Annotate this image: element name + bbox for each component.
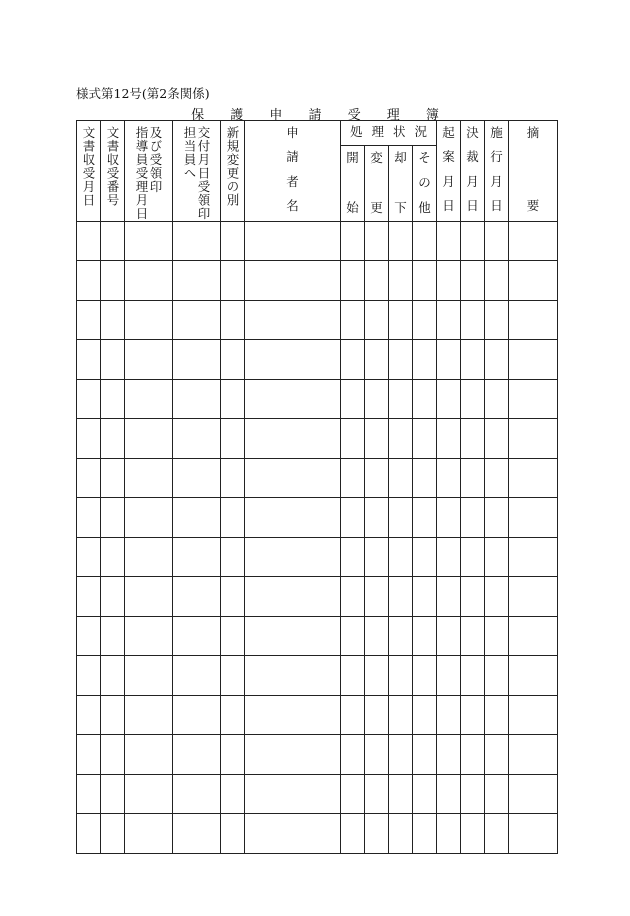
ledger-cell[interactable] [173,537,221,577]
ledger-cell[interactable] [341,577,365,617]
ledger-cell[interactable] [125,616,173,656]
ledger-cell[interactable] [77,221,101,261]
header-draft-date: 起 案 月 日 [437,121,461,222]
ledger-cell[interactable] [77,379,101,419]
ledger-cell[interactable] [245,221,341,261]
ledger-cell[interactable] [125,537,173,577]
header-status: 処理状況 [341,121,437,146]
ledger-cell[interactable] [245,616,341,656]
header-doc-received-date: 文書収受月日 [77,121,101,222]
ledger-cell[interactable] [485,300,509,340]
ledger-cell[interactable] [437,735,461,775]
ledger-cell[interactable] [77,261,101,301]
document-title: 保 護 申 請 受 理 簿 [191,108,450,123]
ledger-cell[interactable] [341,379,365,419]
ledger-cell[interactable] [173,735,221,775]
ledger-cell[interactable] [413,498,437,538]
ledger-cell[interactable] [341,340,365,380]
header-enforcement-date: 施 行 月 日 [485,121,509,222]
ledger-cell[interactable] [485,458,509,498]
ledger-cell[interactable] [101,656,125,696]
ledger-cell[interactable] [461,261,485,301]
ledger-cell[interactable] [341,695,365,735]
ledger-cell[interactable] [341,261,365,301]
ledger-cell[interactable] [245,774,341,814]
ledger-cell[interactable] [77,695,101,735]
ledger-cell[interactable] [485,656,509,696]
ledger-cell[interactable] [221,577,245,617]
ledger-cell[interactable] [125,735,173,775]
header-status-other: そ の 他 [413,145,437,221]
ledger-cell[interactable] [509,340,558,380]
ledger-cell[interactable] [101,616,125,656]
ledger-cell[interactable] [173,221,221,261]
ledger-cell[interactable] [221,735,245,775]
ledger-cell[interactable] [413,221,437,261]
ledger-cell[interactable] [437,616,461,656]
ledger-cell[interactable] [77,774,101,814]
ledger-cell[interactable] [485,498,509,538]
ledger-cell[interactable] [341,419,365,459]
ledger-cell[interactable] [365,537,389,577]
ledger-cell[interactable] [365,814,389,854]
ledger-cell[interactable] [365,221,389,261]
ledger-row [77,695,558,735]
ledger-cell[interactable] [365,735,389,775]
ledger-cell[interactable] [221,261,245,301]
ledger-cell[interactable] [341,458,365,498]
ledger-cell[interactable] [125,221,173,261]
ledger-cell[interactable] [173,458,221,498]
ledger-cell[interactable] [125,814,173,854]
ledger-cell[interactable] [173,379,221,419]
ledger-cell[interactable] [485,616,509,656]
header-officer-delivery: 交付月日受領印 担当員へ [173,121,221,222]
ledger-cell[interactable] [173,814,221,854]
header-remarks: 摘 要 [509,121,558,222]
ledger-cell[interactable] [413,577,437,617]
ledger-cell[interactable] [485,774,509,814]
ledger-cell[interactable] [509,695,558,735]
ledger-cell[interactable] [101,774,125,814]
ledger-cell[interactable] [77,458,101,498]
ledger-cell[interactable] [101,261,125,301]
ledger-cell[interactable] [221,695,245,735]
ledger-cell[interactable] [101,340,125,380]
ledger-cell[interactable] [173,577,221,617]
ledger-cell[interactable] [509,498,558,538]
ledger-cell[interactable] [341,616,365,656]
ledger-cell[interactable] [221,340,245,380]
ledger-cell[interactable] [461,458,485,498]
ledger-cell[interactable] [101,577,125,617]
ledger-cell[interactable] [485,537,509,577]
ledger-cell[interactable] [221,300,245,340]
application-ledger-table [76,120,558,854]
ledger-row [77,735,558,775]
ledger-cell[interactable] [77,537,101,577]
ledger-cell[interactable] [101,379,125,419]
ledger-cell[interactable] [461,221,485,261]
ledger-cell[interactable] [413,261,437,301]
ledger-cell[interactable] [461,498,485,538]
ledger-cell[interactable] [77,498,101,538]
ledger-cell[interactable] [461,419,485,459]
ledger-cell[interactable] [77,735,101,775]
ledger-cell[interactable] [389,735,413,775]
ledger-cell[interactable] [485,419,509,459]
ledger-cell[interactable] [437,814,461,854]
ledger-cell[interactable] [437,419,461,459]
ledger-cell[interactable] [413,458,437,498]
ledger-cell[interactable] [413,300,437,340]
ledger-cell[interactable] [221,774,245,814]
ledger-row [77,261,558,301]
ledger-cell[interactable] [173,261,221,301]
ledger-cell[interactable] [509,774,558,814]
ledger-row [77,300,558,340]
ledger-cell[interactable] [245,814,341,854]
ledger-cell[interactable] [413,340,437,380]
ledger-cell[interactable] [413,656,437,696]
ledger-cell[interactable] [245,261,341,301]
ledger-cell[interactable] [437,774,461,814]
ledger-cell[interactable] [341,656,365,696]
ledger-cell[interactable] [101,537,125,577]
ledger-cell[interactable] [365,419,389,459]
ledger-cell[interactable] [389,814,413,854]
ledger-cell[interactable] [461,774,485,814]
ledger-row [77,656,558,696]
ledger-row [77,814,558,854]
ledger-cell[interactable] [125,300,173,340]
ledger-cell[interactable] [509,616,558,656]
ledger-cell[interactable] [389,300,413,340]
ledger-cell[interactable] [437,695,461,735]
ledger-cell[interactable] [221,458,245,498]
ledger-row [77,379,558,419]
header-status-start: 開 始 [341,145,365,221]
ledger-cell[interactable] [389,498,413,538]
ledger-cell[interactable] [413,537,437,577]
ledger-cell[interactable] [365,340,389,380]
ledger-cell[interactable] [221,379,245,419]
ledger-cell[interactable] [485,261,509,301]
ledger-cell[interactable] [437,261,461,301]
ledger-cell[interactable] [437,221,461,261]
ledger-cell[interactable] [509,458,558,498]
ledger-cell[interactable] [245,537,341,577]
ledger-cell[interactable] [77,814,101,854]
ledger-cell[interactable] [413,616,437,656]
ledger-cell[interactable] [125,261,173,301]
ledger-cell[interactable] [461,695,485,735]
ledger-cell[interactable] [485,379,509,419]
ledger-cell[interactable] [173,419,221,459]
ledger-cell[interactable] [461,814,485,854]
ledger-cell[interactable] [101,458,125,498]
ledger-cell[interactable] [461,537,485,577]
ledger-cell[interactable] [437,537,461,577]
ledger-cell[interactable] [77,577,101,617]
ledger-cell[interactable] [245,458,341,498]
header-new-or-change: 新規変更の別 [221,121,245,222]
ledger-cell[interactable] [437,577,461,617]
ledger-cell[interactable] [365,300,389,340]
ledger-cell[interactable] [389,340,413,380]
ledger-cell[interactable] [365,656,389,696]
ledger-cell[interactable] [413,695,437,735]
ledger-cell[interactable] [437,379,461,419]
ledger-cell[interactable] [437,656,461,696]
ledger-cell[interactable] [245,498,341,538]
ledger-cell[interactable] [389,577,413,617]
ledger-cell[interactable] [77,300,101,340]
ledger-cell[interactable] [221,814,245,854]
header-applicant-name: 申 請 者 名 [245,121,341,222]
ledger-cell[interactable] [437,340,461,380]
ledger-cell[interactable] [221,498,245,538]
ledger-row [77,221,558,261]
ledger-cell[interactable] [461,379,485,419]
ledger-cell[interactable] [77,656,101,696]
ledger-cell[interactable] [341,537,365,577]
ledger-cell[interactable] [173,340,221,380]
ledger-cell[interactable] [101,695,125,735]
ledger-cell[interactable] [461,656,485,696]
ledger-cell[interactable] [101,735,125,775]
header-guidance-officer-receipt: 及び受領印 指導員受理月日 [125,121,173,222]
ledger-cell[interactable] [173,774,221,814]
ledger-cell[interactable] [173,498,221,538]
ledger-cell[interactable] [245,419,341,459]
ledger-cell[interactable] [245,379,341,419]
ledger-row [77,616,558,656]
ledger-cell[interactable] [125,340,173,380]
ledger-cell[interactable] [509,537,558,577]
ledger-cell[interactable] [413,735,437,775]
ledger-cell[interactable] [125,656,173,696]
ledger-cell[interactable] [125,419,173,459]
ledger-cell[interactable] [125,695,173,735]
ledger-cell[interactable] [221,537,245,577]
ledger-cell[interactable] [437,300,461,340]
ledger-cell[interactable] [125,774,173,814]
ledger-cell[interactable] [341,735,365,775]
header-status-reject: 却 下 [389,145,413,221]
ledger-cell[interactable] [365,498,389,538]
ledger-cell[interactable] [341,221,365,261]
ledger-cell[interactable] [101,814,125,854]
ledger-cell[interactable] [125,379,173,419]
form-number: 様式第12号(第2条関係) [76,86,210,101]
ledger-cell[interactable] [125,498,173,538]
ledger-cell[interactable] [245,656,341,696]
ledger-cell[interactable] [389,458,413,498]
ledger-cell[interactable] [101,419,125,459]
ledger-cell[interactable] [101,498,125,538]
ledger-cell[interactable] [389,221,413,261]
ledger-cell[interactable] [365,774,389,814]
ledger-cell[interactable] [245,300,341,340]
ledger-cell[interactable] [341,498,365,538]
ledger-row [77,577,558,617]
ledger-cell[interactable] [365,616,389,656]
ledger-cell[interactable] [461,577,485,617]
ledger-cell[interactable] [245,735,341,775]
ledger-cell[interactable] [509,300,558,340]
header-status-change: 変 更 [365,145,389,221]
ledger-cell[interactable] [485,695,509,735]
ledger-cell[interactable] [413,814,437,854]
ledger-cell[interactable] [101,221,125,261]
ledger-cell[interactable] [389,656,413,696]
ledger-cell[interactable] [413,774,437,814]
ledger-cell[interactable] [509,379,558,419]
ledger-cell[interactable] [461,340,485,380]
ledger-cell[interactable] [509,419,558,459]
ledger-cell[interactable] [389,379,413,419]
ledger-cell[interactable] [173,695,221,735]
ledger-cell[interactable] [461,616,485,656]
ledger-cell[interactable] [389,774,413,814]
ledger-cell[interactable] [125,577,173,617]
ledger-cell[interactable] [77,419,101,459]
ledger-row [77,774,558,814]
ledger-cell[interactable] [245,695,341,735]
ledger-cell[interactable] [413,419,437,459]
ledger-cell[interactable] [509,656,558,696]
ledger-cell[interactable] [173,656,221,696]
ledger-cell[interactable] [485,735,509,775]
ledger-cell[interactable] [365,261,389,301]
ledger-row [77,419,558,459]
ledger-cell[interactable] [77,616,101,656]
ledger-cell[interactable] [365,577,389,617]
ledger-cell[interactable] [389,537,413,577]
ledger-cell[interactable] [509,221,558,261]
ledger-cell[interactable] [221,419,245,459]
ledger-cell[interactable] [485,577,509,617]
ledger-cell[interactable] [365,379,389,419]
ledger-cell[interactable] [365,458,389,498]
ledger-cell[interactable] [221,616,245,656]
ledger-cell[interactable] [389,695,413,735]
ledger-cell[interactable] [341,774,365,814]
ledger-cell[interactable] [485,221,509,261]
ledger-cell[interactable] [173,300,221,340]
ledger-cell[interactable] [245,577,341,617]
ledger-cell[interactable] [77,340,101,380]
ledger-cell[interactable] [437,458,461,498]
ledger-cell[interactable] [461,300,485,340]
ledger-cell[interactable] [509,261,558,301]
ledger-cell[interactable] [461,735,485,775]
ledger-cell[interactable] [509,735,558,775]
ledger-cell[interactable] [245,340,341,380]
ledger-cell[interactable] [101,300,125,340]
ledger-cell[interactable] [509,577,558,617]
ledger-cell[interactable] [221,656,245,696]
ledger-cell[interactable] [389,419,413,459]
ledger-row [77,458,558,498]
ledger-row [77,340,558,380]
ledger-cell[interactable] [221,221,245,261]
ledger-cell[interactable] [365,695,389,735]
ledger-cell[interactable] [389,616,413,656]
ledger-cell[interactable] [413,379,437,419]
ledger-cell[interactable] [341,814,365,854]
header-doc-received-number: 文書収受番号 [101,121,125,222]
ledger-cell[interactable] [437,498,461,538]
ledger-cell[interactable] [389,261,413,301]
ledger-cell[interactable] [485,340,509,380]
ledger-cell[interactable] [341,300,365,340]
ledger-cell[interactable] [173,616,221,656]
header-decision-date: 決 裁 月 日 [461,121,485,222]
ledger-row [77,498,558,538]
ledger-cell[interactable] [485,814,509,854]
ledger-cell[interactable] [509,814,558,854]
ledger-row [77,537,558,577]
ledger-cell[interactable] [125,458,173,498]
